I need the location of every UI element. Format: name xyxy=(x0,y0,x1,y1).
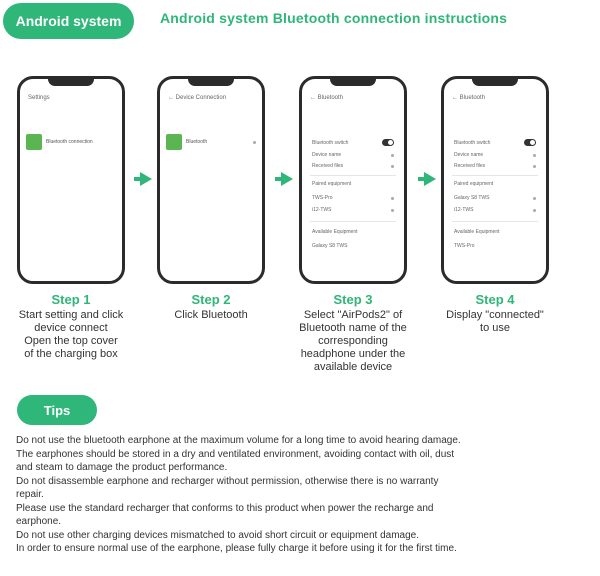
screen-title: ← Bluetooth xyxy=(310,95,344,101)
info-icon[interactable] xyxy=(533,197,536,200)
settings-item-label: Bluetooth connection xyxy=(46,139,93,145)
phone-notch xyxy=(472,78,518,86)
device-name-row[interactable] xyxy=(312,152,394,158)
paired-device-row[interactable] xyxy=(454,207,536,213)
page-title: Android system Bluetooth connection instructions xyxy=(160,10,508,26)
divider xyxy=(452,221,538,222)
tip-line: and steam to damage the product performance. xyxy=(16,462,228,473)
info-icon[interactable] xyxy=(391,209,394,212)
row-label: Bluetooth switch xyxy=(312,139,349,146)
tip-line: repair. xyxy=(16,489,44,500)
screen-title: ← Bluetooth xyxy=(452,95,486,101)
section-header: Paired equipment xyxy=(454,181,494,187)
info-icon[interactable] xyxy=(391,197,394,200)
phone-step-2 xyxy=(157,76,265,284)
step-4-description: Display "connected" to use xyxy=(446,309,544,334)
section-header: Paired equipment xyxy=(312,181,352,187)
device-name: TWS-Pro xyxy=(454,243,475,249)
paired-device-row[interactable] xyxy=(312,195,394,201)
chevron-right-icon xyxy=(253,141,256,144)
paired-header xyxy=(312,181,394,187)
tip-line: Do not use the bluetooth earphone at the maximum volume for a long time to avoid hearing damage. xyxy=(16,435,461,446)
bluetooth-toggle[interactable] xyxy=(524,139,536,146)
available-device-row[interactable] xyxy=(454,243,536,249)
row-label: Received files xyxy=(454,163,486,169)
available-header xyxy=(312,229,394,235)
chevron-right-icon xyxy=(391,154,394,157)
screen-title: ← Device Connection xyxy=(168,95,227,101)
row-label: Device name xyxy=(312,152,342,158)
row-label: Bluetooth switch xyxy=(454,139,491,146)
step-1-title: Step 1 xyxy=(51,292,91,307)
step-2-title: Step 2 xyxy=(191,292,231,307)
section-header: Available Equipment xyxy=(454,229,500,235)
device-name: Galaxy S8 TWS xyxy=(312,243,348,249)
tip-line: Please use the standard recharger that conforms to this product when power the recharge and xyxy=(16,502,434,514)
bluetooth-switch-row[interactable] xyxy=(454,139,536,146)
chevron-right-icon xyxy=(533,154,536,157)
step-3-description: Select "AirPods2" of Bluetooth name of the corresponding headphone under the available device xyxy=(299,309,407,373)
tip-line: In order to ensure normal use of the earphone, please fully charge it before using it for the first time. xyxy=(16,543,457,554)
chevron-right-icon xyxy=(533,165,536,168)
bluetooth-app-icon xyxy=(166,134,182,150)
divider xyxy=(452,175,538,176)
step-1-description: Start setting and click device connect Open the top cover of the charging box xyxy=(18,309,124,360)
arrow-right-icon xyxy=(140,172,152,186)
tips-badge: Tips xyxy=(17,395,97,425)
device-name: Galaxy S8 TWS xyxy=(454,195,490,201)
phone-step-3 xyxy=(299,76,407,284)
device-name: i12-TWS xyxy=(312,207,332,213)
device-name-row[interactable] xyxy=(454,152,536,158)
tip-line: Do not use other charging devices mismatched to avoid short circuit or equipment damage. xyxy=(16,529,419,541)
arrow-right-icon xyxy=(281,172,293,186)
tip-line: earphone. xyxy=(16,516,62,527)
screen-title: Settings xyxy=(28,95,50,101)
tip-line: The earphones should be stored in a dry and ventilated environment, avoiding contact with oil, dust xyxy=(16,448,455,460)
info-icon[interactable] xyxy=(533,209,536,212)
step-3-title: Step 3 xyxy=(333,292,373,307)
phone-step-1 xyxy=(17,76,125,284)
row-label: Received files xyxy=(312,163,344,169)
phone-notch xyxy=(48,78,94,86)
android-system-badge: Android system xyxy=(3,3,134,39)
phone-notch xyxy=(188,78,234,86)
tips-list xyxy=(16,434,600,556)
tip-line: Do not disassemble earphone and recharger without permission, otherwise there is no warranty xyxy=(16,475,439,487)
device-name: i12-TWS xyxy=(454,207,474,213)
phone-notch xyxy=(330,78,376,86)
divider xyxy=(310,175,396,176)
step-2-description: Click Bluetooth xyxy=(174,309,248,321)
paired-header xyxy=(454,181,536,187)
device-name: TWS-Pro xyxy=(312,195,333,201)
phone-step-4 xyxy=(441,76,549,284)
bluetooth-toggle[interactable] xyxy=(382,139,394,146)
step-4-title: Step 4 xyxy=(475,292,515,307)
settings-item-bluetooth-connection[interactable] xyxy=(26,131,116,153)
available-header xyxy=(454,229,536,235)
row-label: Device name xyxy=(454,152,484,158)
bluetooth-switch-row[interactable] xyxy=(312,139,394,146)
chevron-right-icon xyxy=(391,165,394,168)
divider xyxy=(310,221,396,222)
device-connection-item-label: Bluetooth xyxy=(186,139,208,145)
received-files-row[interactable] xyxy=(454,163,536,169)
received-files-row[interactable] xyxy=(312,163,394,169)
available-device-row[interactable] xyxy=(312,243,394,249)
paired-device-row[interactable] xyxy=(312,207,394,213)
device-connection-item-bluetooth[interactable] xyxy=(166,131,256,153)
paired-device-row[interactable] xyxy=(454,195,536,201)
section-header: Available Equipment xyxy=(312,229,358,235)
settings-app-icon xyxy=(26,134,42,150)
arrow-right-icon xyxy=(424,172,436,186)
